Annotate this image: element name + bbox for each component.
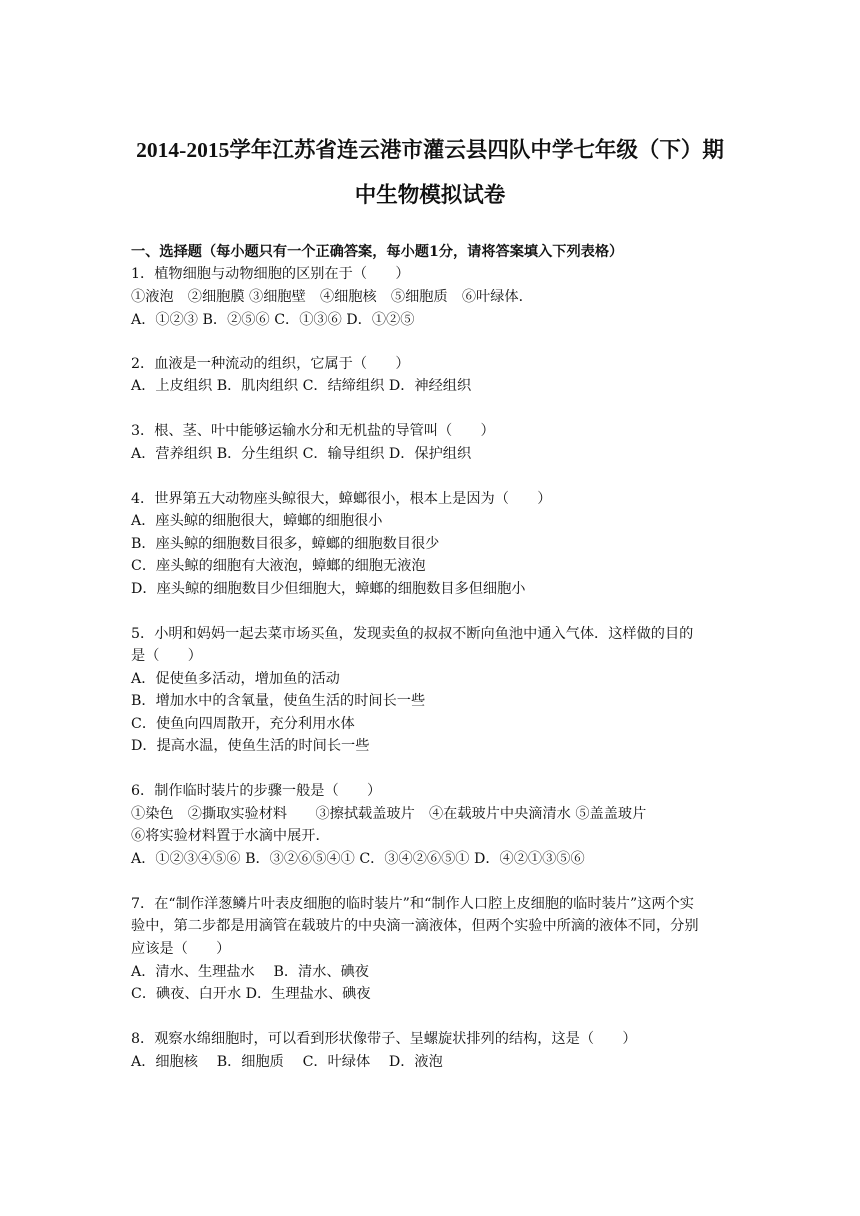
question-3-stem: 3．根、茎、叶中能够运输水分和无机盐的导管叫（ ）	[131, 423, 495, 439]
question-7-options-row2: C．碘夜、白开水 D．生理盐水、碘夜	[131, 986, 371, 1002]
page-title-line2: 中生物模拟试卷	[354, 183, 506, 207]
question-1-options: A．①②③ B．②⑤⑥ C．①③⑥ D．①②⑤	[131, 312, 415, 328]
question-1-stem: 1．植物细胞与动物细胞的区别在于（ ）	[131, 266, 410, 282]
question-5-stem-line2: 是（ ）	[131, 648, 202, 664]
question-3-options: A．营养组织 B．分生组织 C．输导组织 D．保护组织	[131, 446, 472, 462]
question-4-option-c: C．座头鲸的细胞有大液泡，蟑螂的细胞无液泡	[131, 558, 426, 574]
question-5-option-d: D．提高水温，使鱼生活的时间长一些	[131, 738, 370, 754]
question-7-stem-line2: 验中，第二步都是用滴管在载玻片的中央滴一滴液体，但两个实验中所滴的液体不同，分别	[131, 918, 699, 934]
section-heading: 一、选择题（每小题只有一个正确答案，每小题1分，请将答案填入下列表格）	[131, 244, 624, 260]
question-5-option-a: A．促使鱼多活动，增加鱼的活动	[131, 671, 340, 687]
question-8-options: A．细胞核 B．细胞质 C．叶绿体 D．液泡	[131, 1054, 443, 1070]
question-6-steps-line1: ①染色 ②撕取实验材料 ③擦拭载盖玻片 ④在载玻片中央滴清水 ⑤盖盖玻片	[131, 806, 647, 822]
question-4-option-a: A．座头鲸的细胞很大，蟑螂的细胞很小	[131, 513, 383, 529]
question-6-stem: 6．制作临时装片的步骤一般是（ ）	[131, 783, 382, 799]
question-4-option-d: D．座头鲸的细胞数目少但细胞大，蟑螂的细胞数目多但细胞小	[131, 581, 526, 597]
question-4-stem: 4．世界第五大动物座头鲸很大，蟑螂很小，根本上是因为（ ）	[131, 491, 552, 507]
question-5-stem-line1: 5．小明和妈妈一起去菜市场买鱼，发现卖鱼的叔叔不断向鱼池中通入气体．这样做的目的	[131, 626, 694, 642]
question-6-steps-line2: ⑥将实验材料置于水滴中展开．	[131, 828, 330, 844]
question-4-option-b: B．座头鲸的细胞数目很多，蟑螂的细胞数目很少	[131, 536, 440, 552]
question-8-stem: 8．观察水绵细胞时，可以看到形状像带子、呈螺旋状排列的结构，这是（ ）	[131, 1031, 637, 1047]
question-1-items: ①液泡 ②细胞膜 ③细胞壁 ④细胞核 ⑤细胞质 ⑥叶绿体．	[131, 289, 533, 305]
question-6-options: A．①②③④⑤⑥ B．③②⑥⑤④① C．③④②⑥⑤① D．④②①③⑤⑥	[131, 851, 585, 867]
question-2-stem: 2．血液是一种流动的组织，它属于（ ）	[131, 356, 410, 372]
question-7-stem-line1: 7．在“制作洋葱鳞片叶表皮细胞的临时装片”和“制作人口腔上皮细胞的临时装片”这两个实	[131, 896, 694, 912]
question-5-option-c: C．使鱼向四周散开，充分利用水体	[131, 716, 355, 732]
question-7-stem-line3: 应该是（ ）	[131, 941, 231, 957]
question-2-options: A．上皮组织 B．肌肉组织 C．结缔组织 D．神经组织	[131, 378, 472, 394]
question-7-options-row1: A．清水、生理盐水 B．清水、碘夜	[131, 964, 369, 980]
page-title-line1: 2014-2015学年江苏省连云港市灌云县四队中学七年级（下）期	[136, 138, 724, 162]
question-5-option-b: B．增加水中的含氧量，使鱼生活的时间长一些	[131, 693, 426, 709]
